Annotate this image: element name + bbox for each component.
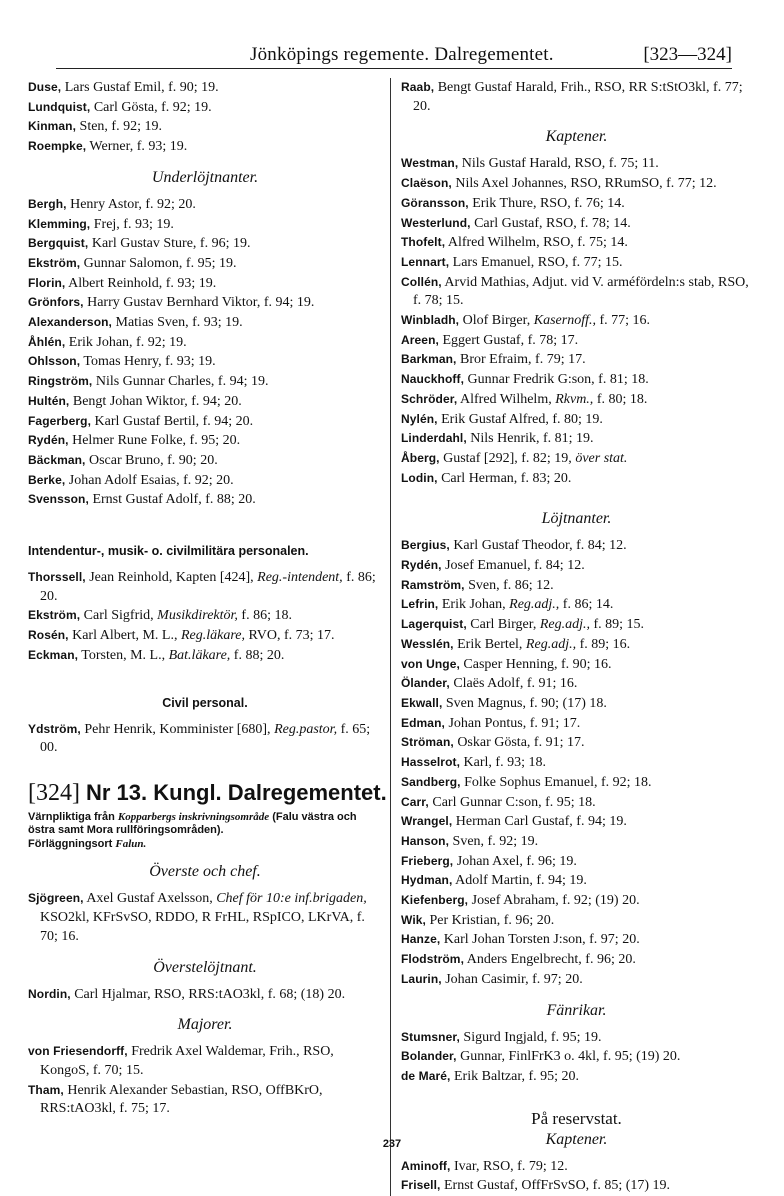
entry: Alexanderson, Matias Sven, f. 93; 19. xyxy=(28,315,243,331)
entry: Ekström, Gunnar Salomon, f. 95; 19. xyxy=(28,255,237,271)
entry: Duse, Lars Gustaf Emil, f. 90; 19. xyxy=(28,80,219,95)
section-heading-lojtnanter: Löjtnanter. xyxy=(541,510,612,528)
regiment-note: Värnpliktiga från Kopparbergs inskrivningsområde (Falu västra och östra samt Mora rullföringsområden). Förläggningsort Falun. xyxy=(28,810,357,850)
entry: Göransson, Erik Thure, RSO, f. 76; 14. xyxy=(401,195,625,211)
section-heading-overstelojtnant: Överstelöjtnant. xyxy=(153,958,257,976)
section-heading-underlojtnanter: Underlöjtnanter. xyxy=(151,168,259,186)
entry: Lennart, Lars Emanuel, RSO, f. 77; 15. xyxy=(401,254,623,270)
section-heading-overste: Överste och chef. xyxy=(149,863,261,881)
entry: Tham, Henrik Alexander Sebastian, RSO, OffBKrO, RRS:tAO3kl, f. 75; 17. xyxy=(28,1082,323,1117)
entry: Raab, Bengt Gustaf Harald, Frih., RSO, RR S:tStO3kl, f. 77; 20. xyxy=(401,80,743,114)
section-heading-kaptener-reserv: Kaptener. xyxy=(545,1130,608,1148)
entry: Frieberg, Johan Axel, f. 96; 19. xyxy=(401,853,577,869)
entry: Florin, Albert Reinhold, f. 93; 19. xyxy=(28,275,217,291)
entry: Westman, Nils Gustaf Harald, RSO, f. 75; 11. xyxy=(401,156,659,172)
entry: Grönfors, Harry Gustav Bernhard Viktor, f. 94; 19. xyxy=(28,295,315,311)
entry: Thofelt, Alfred Wilhelm, RSO, f. 75; 14. xyxy=(401,235,628,251)
entry: Fagerberg, Karl Gustaf Bertil, f. 94; 20. xyxy=(28,413,254,429)
entry: Bolander, Gunnar, FinlFrK3 o. 4kl, f. 95; (19) 20. xyxy=(401,1049,681,1065)
entry: Flodström, Anders Engelbrecht, f. 96; 20. xyxy=(401,952,636,968)
entry: Rydén, Josef Emanuel, f. 84; 12. xyxy=(401,558,585,574)
section-heading-intendentur: Intendentur-, musik- o. civilmilitära personalen. xyxy=(28,544,309,559)
entry: Winbladh, Olof Birger, Kasernoff., f. 77; 16. xyxy=(401,313,651,329)
right-column xyxy=(390,78,752,1196)
entry: Hydman, Adolf Martin, f. 94; 19. xyxy=(401,873,587,889)
entry: Åberg, Gustaf [292], f. 82; 19, över stat. xyxy=(401,450,628,466)
section-heading-reservstat: På reservstat. xyxy=(531,1108,622,1128)
entry: Hasselrot, Karl, f. 93; 18. xyxy=(401,755,546,771)
header-rule xyxy=(56,68,732,69)
entry: Hanze, Karl Johan Torsten J:son, f. 97; 20. xyxy=(401,932,640,948)
entry: Ölander, Claës Adolf, f. 91; 16. xyxy=(401,676,578,692)
entry: Frisell, Ernst Gustaf, OffFrSvSO, f. 85; (17) 19. xyxy=(401,1178,671,1194)
entry: Ekström, Carl Sigfrid, Musikdirektör, f. 86; 18. xyxy=(28,608,292,624)
entry: Edman, Johan Pontus, f. 91; 17. xyxy=(401,715,581,731)
entry: Hultén, Bengt Johan Wiktor, f. 94; 20. xyxy=(28,393,242,409)
entry: Bergh, Henry Astor, f. 92; 20. xyxy=(28,196,196,212)
entry: Sandberg, Folke Sophus Emanuel, f. 92; 18. xyxy=(401,774,652,790)
entry: Ekwall, Sven Magnus, f. 90; (17) 18. xyxy=(401,695,607,711)
page-header xyxy=(28,0,758,70)
entry: Thorssell, Jean Reinhold, Kapten [424], Reg.-intendent, f. 86; 20. xyxy=(28,570,376,604)
entry: Kinman, Sten, f. 92; 19. xyxy=(28,119,162,135)
running-title: Jönköpings regemente. Dalregementet. xyxy=(250,44,554,65)
entry: Nordin, Carl Hjalmar, RSO, RRS:tAO3kl, f. 68; (18) 20. xyxy=(28,986,346,1002)
entry: Stumsner, Sigurd Ingjald, f. 95; 19. xyxy=(401,1029,602,1045)
entry: Ydström, Pehr Henrik, Komminister [680], Reg.pastor, f. 65; 00. xyxy=(28,721,371,756)
two-column-body xyxy=(28,78,758,1196)
entry: Ohlsson, Tomas Henry, f. 93; 19. xyxy=(28,354,216,370)
entry: Bergius, Karl Gustaf Theodor, f. 84; 12. xyxy=(401,538,627,554)
entry: Lundquist, Carl Gösta, f. 92; 19. xyxy=(28,99,212,115)
entry: Schröder, Alfred Wilhelm, Rkvm., f. 80; 18. xyxy=(401,391,648,407)
entry: Kiefenberg, Josef Abraham, f. 92; (19) 20. xyxy=(401,893,640,909)
entry: Berke, Johan Adolf Esaias, f. 92; 20. xyxy=(28,472,234,488)
entry: Linderdahl, Nils Henrik, f. 81; 19. xyxy=(401,431,594,447)
entry: Lefrin, Erik Johan, Reg.adj., f. 86; 14. xyxy=(401,597,614,613)
section-heading-civil: Civil personal. xyxy=(162,695,248,710)
section-heading-majorer: Majorer. xyxy=(177,1016,233,1034)
entry: Claëson, Nils Axel Johannes, RSO, RRumSO, f. 77; 12. xyxy=(401,176,717,192)
section-heading-kaptener: Kaptener. xyxy=(545,128,608,146)
entry: von Friesendorff, Fredrik Axel Waldemar, Frih., RSO, KongoS, f. 70; 15. xyxy=(28,1044,334,1078)
entry: Lagerquist, Carl Birger, Reg.adj., f. 89; 15. xyxy=(401,617,645,633)
regiment-heading: [324] Nr 13. Kungl. Dalregementet. xyxy=(28,779,387,806)
entry: Klemming, Frej, f. 93; 19. xyxy=(28,216,174,232)
entry: Wik, Per Kristian, f. 96; 20. xyxy=(401,912,555,928)
entry: Hanson, Sven, f. 92; 19. xyxy=(401,833,539,849)
entry: Nauckhoff, Gunnar Fredrik G:son, f. 81; 18. xyxy=(401,372,649,388)
page-range: [323—324] xyxy=(643,44,732,65)
entry: Roempke, Werner, f. 93; 19. xyxy=(28,139,188,155)
left-column xyxy=(28,78,390,1196)
entry: Eckman, Torsten, M. L., Bat.läkare, f. 88; 20. xyxy=(28,647,285,663)
entry: Ramström, Sven, f. 86; 12. xyxy=(401,577,554,593)
entry: Bergquist, Karl Gustav Sture, f. 96; 19. xyxy=(28,236,251,252)
entry: Åhlén, Erik Johan, f. 92; 19. xyxy=(28,334,187,350)
entry: de Maré, Erik Baltzar, f. 95; 20. xyxy=(401,1068,580,1084)
entry: Barkman, Bror Efraim, f. 79; 17. xyxy=(401,352,586,368)
entry: Aminoff, Ivar, RSO, f. 79; 12. xyxy=(401,1158,568,1174)
entry: von Unge, Casper Henning, f. 90; 16. xyxy=(401,656,612,672)
entry: Wesslén, Erik Bertel, Reg.adj., f. 89; 16. xyxy=(401,636,631,652)
entry: Svensson, Ernst Gustaf Adolf, f. 88; 20. xyxy=(28,492,256,508)
entry: Sjögreen, Axel Gustaf Axelsson, Chef för 10:e inf.brigaden, KSO2kl, KFrSvSO, RDDO, R FrHL, RSpICO, LKrVA, f. 70; 16. xyxy=(28,891,367,944)
entry: Ströman, Oskar Gösta, f. 91; 17. xyxy=(401,735,585,751)
entry: Ringström, Nils Gunnar Charles, f. 94; 19. xyxy=(28,374,269,390)
section-heading-fanrikar: Fänrikar. xyxy=(546,1001,607,1019)
entry: Laurin, Johan Casimir, f. 97; 20. xyxy=(401,971,583,987)
entry: Rydén, Helmer Rune Folke, f. 95; 20. xyxy=(28,433,241,449)
entry: Rosén, Karl Albert, M. L., Reg.läkare, RVO, f. 73; 17. xyxy=(28,628,335,644)
entry: Areen, Eggert Gustaf, f. 78; 17. xyxy=(401,332,579,348)
entry: Wrangel, Herman Carl Gustaf, f. 94; 19. xyxy=(401,814,627,830)
entry: Collén, Arvid Mathias, Adjut. vid V. arméfördeln:s stab, RSO, f. 78; 15. xyxy=(401,274,749,309)
entry: Westerlund, Carl Gustaf, RSO, f. 78; 14. xyxy=(401,215,631,231)
entry: Carr, Carl Gunnar C:son, f. 95; 18. xyxy=(401,794,596,810)
entry: Lodin, Carl Herman, f. 83; 20. xyxy=(401,470,572,486)
page-number: 237 xyxy=(382,1138,402,1150)
entry: Bäckman, Oscar Bruno, f. 90; 20. xyxy=(28,452,218,468)
entry: Nylén, Erik Gustaf Alfred, f. 80; 19. xyxy=(401,411,603,427)
